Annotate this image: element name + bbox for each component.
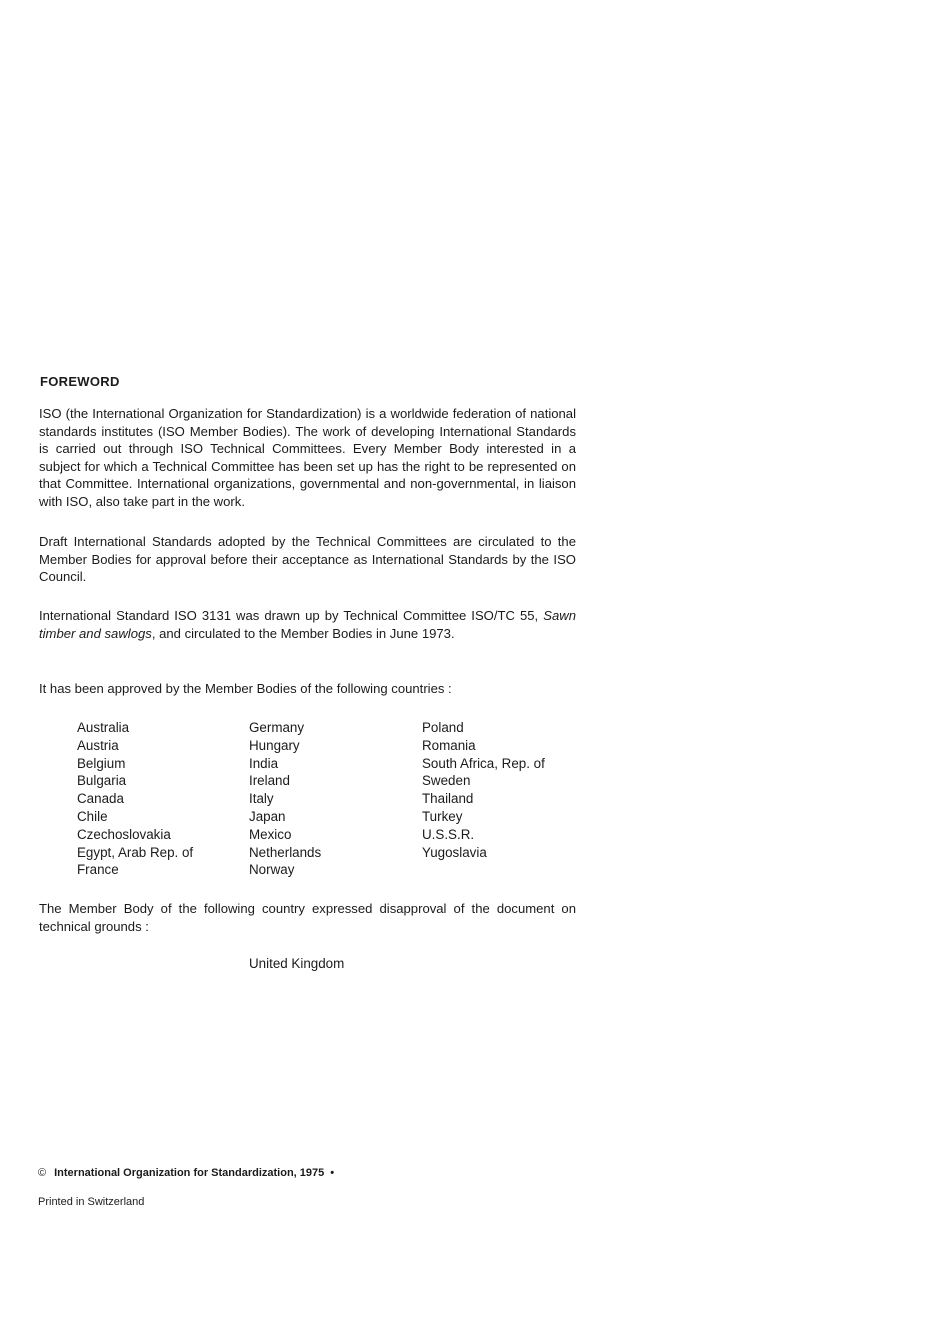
country-item: U.S.S.R. [422, 826, 475, 842]
country-item: Austria [77, 737, 119, 753]
country-item: Norway [249, 862, 295, 878]
country-item: Yugoslavia [422, 844, 487, 860]
paragraph-disapproval: The Member Body of the following country expressed disapproval of the document on technical grounds : [39, 901, 576, 934]
country-item: Germany [249, 720, 305, 735]
country-item: Italy [249, 791, 274, 807]
committee-title: Sawn timber and sawlogs [39, 608, 576, 641]
country-item: Ireland [249, 773, 290, 789]
country-item: Netherlands [249, 844, 322, 860]
paragraph-iso-3131 [39, 607, 576, 642]
country-item: Sweden [422, 773, 471, 789]
country-item: Mexico [249, 826, 292, 842]
countries-column-2 [249, 719, 321, 879]
country-item: Romania [422, 737, 476, 753]
country-item: India [249, 755, 279, 771]
foreword-heading: FOREWORD [40, 374, 120, 389]
country-item: Belgium [77, 755, 126, 771]
country-item: Australia [77, 720, 130, 735]
copyright-symbol: © [38, 1167, 47, 1179]
country-item: France [77, 862, 119, 878]
country-item: Thailand [422, 791, 474, 807]
disapproving-country: United Kingdom [249, 956, 345, 971]
country-item: Hungary [249, 737, 300, 753]
printed-in: Printed in Switzerland [38, 1196, 145, 1208]
paragraph-approval: It has been approved by the Member Bodies of the following countries : [39, 681, 452, 696]
country-item: Chile [77, 808, 108, 824]
copyright-text: International Organization for Standardization, 1975 [54, 1167, 325, 1179]
country-item: Bulgaria [77, 773, 127, 789]
copyright-line [38, 1167, 334, 1179]
countries-column-3 [422, 719, 545, 861]
p3-text-before: International Standard ISO 3131 was drawn up by Technical Committee ISO/TC 55, [39, 608, 544, 623]
country-item: Poland [422, 720, 464, 735]
countries-column-1 [77, 719, 193, 879]
country-item: Turkey [422, 808, 463, 824]
country-item: Canada [77, 791, 124, 807]
paragraph-iso-intro: ISO (the International Organization for Standardization) is a worldwide federation of national standards institutes (ISO Member Bodies). The work of developing International Standards is carried out through ISO Technical Committees. Every Member Body interested in a subject for which a Technical Committee has been set up has the right to be represented on that Committee. International organizations, governmental and non-governmental, in liaison with ISO, also take part in the work. [39, 406, 576, 509]
p3-text-after: , and circulated to the Member Bodies in June 1973. [151, 625, 455, 641]
country-item: Egypt, Arab Rep. of [77, 844, 194, 860]
country-item: Japan [249, 808, 286, 824]
copyright-mark: • [330, 1167, 335, 1179]
paragraph-draft-standards: Draft International Standards adopted by the Technical Committees are circulated to the Member Bodies for approval before their acceptance as International Standards by the ISO Council. [39, 534, 576, 585]
country-item: Czechoslovakia [77, 826, 171, 842]
country-item: South Africa, Rep. of [422, 755, 545, 771]
